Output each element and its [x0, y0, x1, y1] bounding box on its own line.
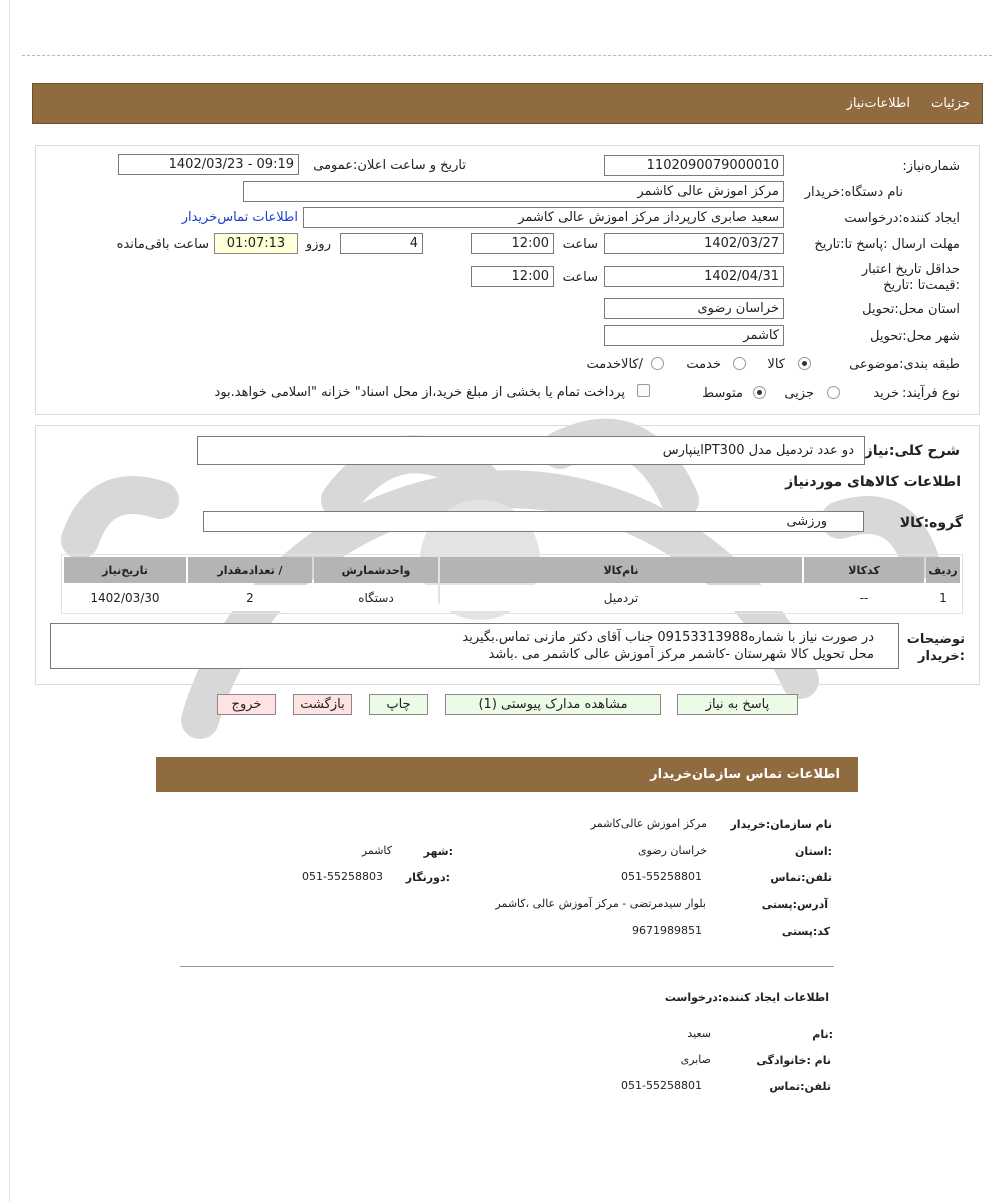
contact-postal-value: 9671989851 — [632, 924, 702, 937]
contact-fax-value: 051-55258803 — [302, 870, 383, 883]
buyer-org-label: نام دستگاه:خریدار — [804, 185, 903, 200]
category-goods-radio[interactable] — [798, 357, 811, 370]
print-button[interactable]: چاپ — [369, 694, 428, 715]
reply-button[interactable]: پاسخ به نیاز — [677, 694, 798, 715]
table-row — [64, 585, 960, 611]
goods-table-header — [64, 557, 960, 583]
contact-postal-label: کد:پستی — [781, 925, 830, 938]
validity-date-field: 1402/04/31 — [604, 266, 784, 287]
cell-quantity: 2 — [188, 585, 312, 611]
buyer-notes-line1: در صورت نیاز با شماره09153313988 جناب آقای دکتر مازنی تماس.بگیرید — [462, 630, 874, 645]
creator-name-label: :نام — [812, 1028, 833, 1041]
col-name: نام‌کالا — [440, 557, 802, 583]
process-label: نوع فرآیند: — [902, 386, 960, 401]
process-buy-label: خرید — [873, 386, 899, 401]
validity-label — [850, 262, 960, 294]
creator-family-value: صابری — [680, 1053, 711, 1066]
contact-city-label: :شهر — [423, 845, 453, 858]
creator-label: ایجاد کننده:درخواست — [844, 211, 960, 226]
process-partial-label: جزیی — [784, 386, 814, 401]
col-row: ردیف — [926, 557, 960, 583]
creator-family-label: نام :خانوادگی — [756, 1054, 831, 1067]
deadline-time-label: ساعت — [562, 237, 598, 252]
category-both-label: /کالاخدمت — [586, 357, 643, 372]
buyer-contact-bar — [156, 757, 858, 792]
attachments-button[interactable]: مشاهده مدارک پیوستی (1) — [445, 694, 661, 715]
remaining-label: ساعت باقی‌مانده — [116, 237, 209, 252]
contact-phone-label: تلفن:تماس — [770, 871, 832, 884]
category-service-radio[interactable] — [733, 357, 746, 370]
cell-unit: دستگاه — [314, 585, 438, 611]
creator-field: سعید صابری کارپرداز مرکز اموزش عالی کاشمر — [303, 207, 784, 228]
creator-phone-value: 051-55258801 — [621, 1079, 702, 1092]
contact-province-value: خراسان رضوی — [637, 844, 707, 857]
buyer-notes-line2: محل تحویل کالا شهرستان -کاشمر مرکز آموزش عالی کاشمر می .باشد — [488, 647, 874, 662]
goods-group-field: ورزشی — [203, 511, 864, 532]
treasury-payment-checkbox[interactable] — [637, 384, 650, 397]
need-number-field: 1102090079000010 — [604, 155, 784, 176]
province-field: خراسان رضوی — [604, 298, 784, 319]
cell-row: 1 — [926, 585, 960, 611]
contact-fax-label: :دورنگار — [405, 871, 450, 884]
category-goods-label: کالا — [767, 357, 785, 372]
buyer-contact-title: اطلاعات تماس سازمان‌خریدار — [650, 767, 840, 782]
col-code: کدکالا — [804, 557, 924, 583]
category-service-label: خدمت — [686, 357, 721, 372]
details-header-bar — [32, 83, 983, 124]
validity-time-label: ساعت — [562, 270, 598, 285]
cell-code: -- — [804, 585, 924, 611]
cell-date: 1402/03/30 — [64, 585, 186, 611]
goods-table — [62, 555, 962, 613]
process-partial-radio[interactable] — [827, 386, 840, 399]
contact-phone-value: 051-55258801 — [621, 870, 702, 883]
contact-divider — [180, 966, 834, 967]
header-need-info[interactable]: اطلاعات‌نیاز — [846, 96, 910, 111]
contact-address-value: بلوار سید‌مرتضی - مرکز آموزش عالی ،کاشمر — [495, 897, 706, 910]
contact-city-value: کاشمر — [361, 844, 392, 857]
days-field: 4 — [340, 233, 423, 254]
buyer-contact-link[interactable]: اطلاعات تماس‌خریدار — [181, 210, 298, 225]
contact-address-label: آدرس:پستی — [761, 898, 828, 911]
top-divider — [22, 55, 992, 56]
col-quantity: / تعدادمقدار — [188, 557, 312, 583]
creator-phone-label: تلفن:تماس — [769, 1080, 831, 1093]
exit-button[interactable]: خروج — [217, 694, 276, 715]
validity-time-field: 12:00 — [471, 266, 554, 287]
need-number-label: شماره‌نیاز: — [902, 159, 960, 174]
goods-info-title: اطلاعات کالاهای موردنیاز — [785, 474, 961, 490]
deadline-label: مهلت ارسال :پاسخ تا:تاریخ — [814, 237, 960, 252]
buyer-notes-field — [50, 623, 899, 669]
back-button[interactable]: بازگشت — [293, 694, 352, 715]
goods-group-label: گروه:کالا — [899, 515, 963, 531]
page-left-border — [9, 0, 10, 1202]
announce-label: تاریخ و ساعت اعلان:عمومی — [313, 158, 466, 173]
treasury-payment-note: پرداخت تمام یا بخشی از مبلغ خرید،از محل اسناد" خزانه "اسلامی خواهد.بود — [214, 385, 625, 400]
days-label: روزو — [305, 237, 331, 252]
process-medium-label: متوسط — [702, 386, 743, 401]
city-label: شهر محل:تحویل — [870, 329, 960, 344]
cell-name: تردمیل — [440, 585, 802, 611]
city-field: کاشمر — [604, 325, 784, 346]
category-label: طبقه بندی:موضوعی — [849, 357, 960, 372]
creator-name-value: سعید — [687, 1027, 711, 1040]
contact-province-label: :استان — [795, 845, 832, 858]
contact-org-value: مرکز اموزش عالی‌کاشمر — [590, 817, 707, 830]
general-desc-field: دو عدد تردمیل مدل PT300اینپارس — [197, 436, 865, 465]
province-label: استان محل:تحویل — [862, 302, 960, 317]
buyer-notes-label-text: توضیحات :خریدار — [906, 632, 965, 664]
validity-label-text: حداقل تاریخ اعتبار :قیمت‌تا :تاریخ — [861, 262, 960, 293]
category-both-radio[interactable] — [651, 357, 664, 370]
general-desc-label: شرح کلی:نیاز — [864, 443, 960, 459]
contact-org-label: نام سازمان:خریدار — [730, 818, 832, 831]
remaining-timer: 01:07:13 — [214, 233, 298, 254]
col-unit: واحدشمارش — [314, 557, 438, 583]
announce-date-field: 1402/03/23 - 09:19 — [118, 154, 299, 175]
deadline-time-field: 12:00 — [471, 233, 554, 254]
buyer-org-field: مرکز اموزش عالی کاشمر — [243, 181, 784, 202]
process-medium-radio[interactable] — [753, 386, 766, 399]
header-details[interactable]: جزئیات — [931, 96, 970, 111]
creator-info-title: اطلاعات ایجاد کننده:درخواست — [664, 991, 829, 1004]
col-date: تاریخ‌نیاز — [64, 557, 186, 583]
deadline-date-field: 1402/03/27 — [604, 233, 784, 254]
buyer-notes-label — [901, 631, 965, 665]
